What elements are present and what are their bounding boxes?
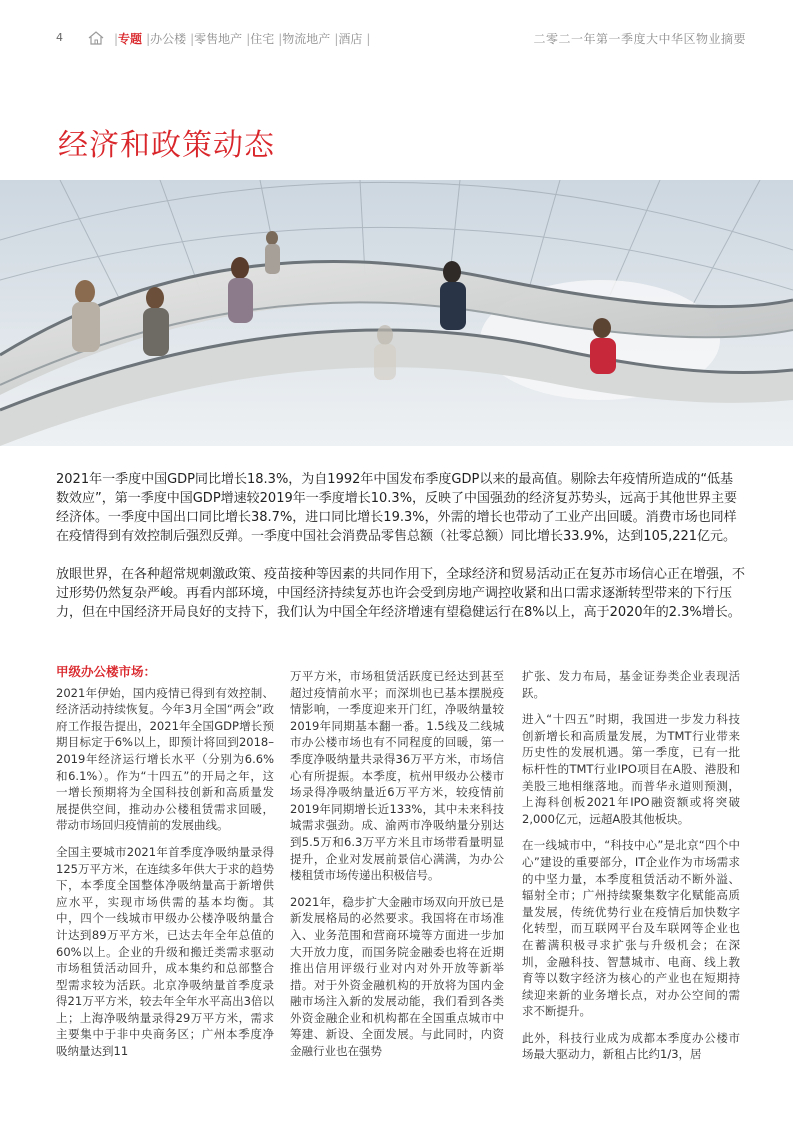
nav-item-hotel[interactable]: 酒店 [338,32,363,46]
spiral-staircase-illustration [0,180,793,446]
column-paragraph: 在一线城市中，“科技中心”是北京“四个中心”建设的重要部分，IT企业作为市场需求的中坚力量，本季度租赁活动不断外溢、辐射全市；广州持续聚集数字化赋能高质量发展，传统优势行业在疫情后加快数字化转型，而互联网平台及车联网等企业也在蓄满积极寻求扩张与升级机会；在深圳，金融科技、智慧城市、电商、线上教育等以数字经济为核心的产业也在短期持续迎来新的业务增长点，对办公空间的需求不断提升。 [522,838,740,1019]
page-number: 4 [56,31,63,44]
nav-separator: | [146,32,151,46]
column-paragraph: 进入“十四五”时期，我国进一步发力科技创新增长和高质量发展，为TMT行业带来历史性的发展机遇。第一季度，已有一批标杆性的TMT行业IPO项目在A股、港股和美股三地相继落地。而普华永道则预测，上海科创板2021年IPO融资额或将突破2,000亿元，远超A股其他板块。 [522,712,740,826]
column-paragraph: 2021年伊始，国内疫情已得到有效控制、经济活动持续恢复。今年3月全国“两会”政府工作报告提出，2021年全国GDP增长预期目标定于6%以上，即预计将回到2018–2019年经济运行增长水平（分别为6.6%和6.1%）。作为“十四五”的开局之年，这一增长预期将为全国科技创新和高质量发展提供空间，推动办公楼租赁需求回暖，带动市场回归疫情前的发展曲线。 [56,685,274,833]
nav-separator: | [334,32,339,46]
nav-item-retail[interactable]: 零售地产 [194,32,243,46]
intro-paragraph-2: 放眼世界，在各种超常规刺激政策、疫苗接种等因素的共同作用下，全球经济和贸易活动正在复苏市场信心正在增强，不过形势仍然复杂严峻。再看内部环境，中国经济持续复苏也许会受到房地产调控收紧和出口需求逐渐转型带来的下行压力，但在中国经济开局良好的支持下，我们认为中国全年经济增速有望稳健运行在8%以上，高于2020年的2.3%增长。 [56,567,746,620]
section-title: 经济和政策动态 [58,128,275,163]
nav-separator: | [246,32,251,46]
column-paragraph: 此外，科技行业成为成都本季度办公楼市场最大驱动力，新租占比约1/3，居 [522,1030,740,1062]
nav-separator: | [190,32,195,46]
nav-separator: | [366,32,371,46]
nav-item-residential[interactable]: 住宅 [250,32,275,46]
nav-item-office[interactable]: 办公楼 [150,32,187,46]
office-market-heading: 甲级办公楼市场： [56,664,157,679]
column-paragraph: 全国主要城市2021年首季度净吸纳量录得125万平方米，在连续多年供大于求的趋势下，本季度全国整体净吸纳量高于新增供应水平，实现市场供需的基本均衡。其中，四个一线城市甲级办公楼净吸纳量合计达到89万平方米，已达去年全年总值的60%以上。企业的升级和搬迁类需求驱动市场租赁活动回升，成本集约和总部整合型需求较为活跃。北京净吸纳量首季度录得21万平方米，较去年全年水平高出3倍以上；上海净吸纳量录得29万平方米，需求主要集中于非中央商务区；广州本季度净吸纳量达到11 [56,844,274,1059]
nav-separator: | [114,32,119,46]
column-paragraph: 万平方米，市场租赁活跃度已经达到甚至超过疫情前水平；而深圳也已基本摆脱疫情影响，一季度迎来开门红，净吸纳量较2019年同期基本翻一番。1.5线及二线城市办公楼市场也有不同程度的回暖，第一季度净吸纳量共录得36万平方米，市场信心有所提振。本季度，杭州甲级办公楼市场录得净吸纳量近6万平方米，较疫情前2019年同期增长近133%，其中未来科技城需求强劲。成、渝两市净吸纳量分别达到5.5万和6.3万平方米且市场带看量明显提升，企业对发展前景信心满满，为办公楼租赁市场传递出积极信号。 [290,669,504,883]
text-column-3 [522,668,740,1073]
column-paragraph: 2021年，稳步扩大金融市场双向开放已是新发展格局的必然要求。我国将在市场准入、业务范围和营商环境等方面进一步加大开放力度，而国务院金融委也将在近期推出信用评级行业对内对外开放等新举措。对于外资金融机构的开放将为国内金融市场注入新的发展动能，我们看到各类外资金融企业和机构都在全国重点城市中筹建、新设、全面发展。与此同时，内资金融行业也在强势 [290,894,504,1059]
nav-separator: | [278,32,283,46]
intro-paragraph-1: 2021年一季度中国GDP同比增长18.3%，为自1992年中国发布季度GDP以来的最高值。剔除去年疫情所造成的“低基数效应”，第一季度中国GDP增速较2019年一季度增长10.3%，反映了中国强劲的经济复苏势头，远高于其他世界主要经济体。一季度中国出口同比增长38.7%，进口同比增长19.3%，外需的增长也带动了工业产出回暖。消费市场也同样在疫情得到有效控制后强烈反弹。一季度中国社会消费品零售总额（社零总额）同比增长33.9%，达到105,221亿元。 [56,472,738,544]
hero-photo [0,180,793,446]
nav-item-feature[interactable]: 专题 [118,32,143,46]
report-title: 二零二一年第一季度大中华区物业摘要 [533,32,746,46]
breadcrumb-nav [88,30,370,47]
text-column-2 [290,668,504,1070]
home-icon[interactable] [88,31,104,45]
column-paragraph: 扩张、发力布局，基金证券类企业表现活跃。 [522,669,740,700]
page-header [56,28,746,50]
nav-item-logistics[interactable]: 物流地产 [282,32,331,46]
text-column-1 [56,664,274,1070]
